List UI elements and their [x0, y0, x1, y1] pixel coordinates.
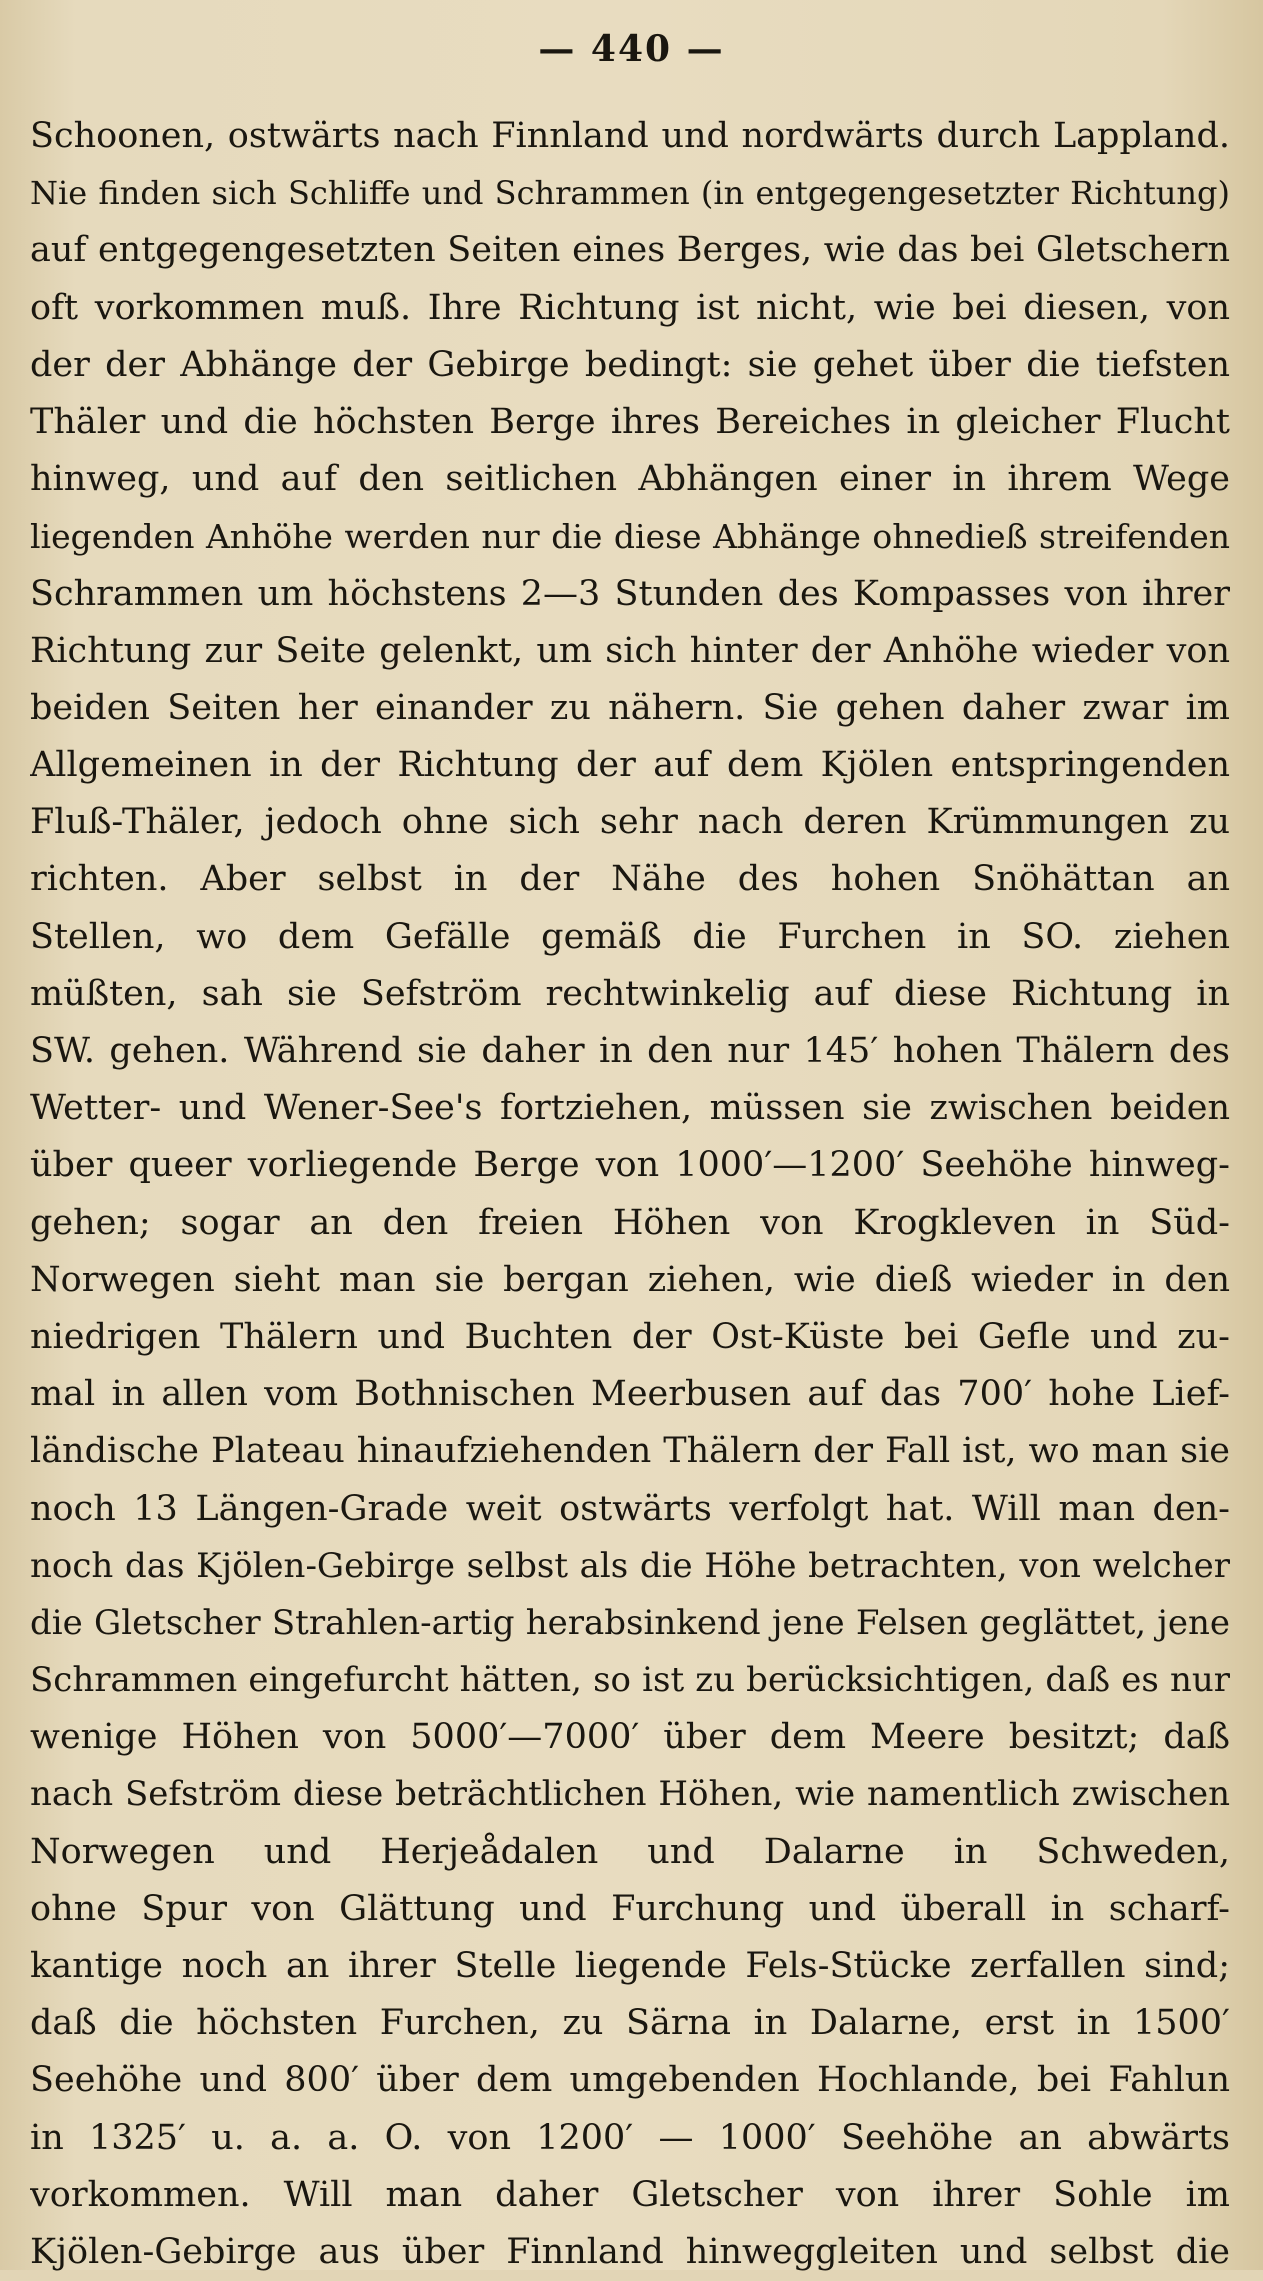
page-number: — 440 —: [538, 28, 725, 70]
text-line: mal in allen vom Bothnischen Meerbusen auf das 700′ hohe Lief-: [30, 1374, 1230, 1415]
text-line: beiden Seiten her einander zu nähern. Sie gehen daher zwar im: [30, 687, 1230, 728]
text-line: Kjölen-Gebirge aus über Finnland hinweggleiten und selbst die: [30, 2231, 1230, 2272]
text-line: liegenden Anhöhe werden nur die diese Abhänge ohnedieß streifenden: [30, 517, 1230, 557]
text-line: noch das Kjölen-Gebirge selbst als die Höhe betrachten, von welcher: [30, 1545, 1230, 1586]
text-line: Schoonen, ostwärts nach Finnland und nordwärts durch Lappland.: [30, 116, 1230, 156]
text-line: Thäler und die höchsten Berge ihres Bereiches in gleicher Flucht: [30, 401, 1230, 442]
text-line: ohne Spur von Glättung und Furchung und überall in scharf-: [30, 1888, 1230, 1929]
text-line: Schrammen um höchstens 2—3 Stunden des Kompasses von ihrer: [30, 573, 1230, 614]
text-line: vorkommen. Will man daher Gletscher von ihrer Sohle im: [30, 2174, 1230, 2215]
text-line: richten. Aber selbst in der Nähe des hohen Snöhättan an: [30, 859, 1230, 900]
text-line: nach Sefström diese beträchtlichen Höhen, wie namentlich zwischen: [30, 1774, 1230, 1815]
text-line: hinweg, und auf den seitlichen Abhängen einer in ihrem Wege: [30, 459, 1230, 500]
text-line: die Gletscher Strahlen-artig herabsinkend jene Felsen geglättet, jene: [30, 1602, 1230, 1643]
body-text: [30, 108, 1230, 2281]
text-line: daß die höchsten Furchen, zu Särna in Dalarne, erst in 1500′: [30, 2003, 1230, 2044]
text-line: Fluß-Thäler, jedoch ohne sich sehr nach deren Krümmungen zu: [30, 802, 1230, 843]
text-line: Seehöhe und 800′ über dem umgebenden Hochlande, bei Fahlun: [30, 2060, 1230, 2101]
text-line: Allgemeinen in der Richtung der auf dem Kjölen entspringenden: [30, 745, 1230, 786]
text-line: Norwegen und Herjeådalen und Dalarne in Schweden,: [30, 1831, 1230, 1872]
text-line: über queer vorliegende Berge von 1000′—1200′ Seehöhe hinweg-: [30, 1145, 1230, 1186]
text-line: der der Abhänge der Gebirge bedingt: sie gehet über die tiefsten: [30, 344, 1230, 385]
text-line: oft vorkommen muß. Ihre Richtung ist nicht, wie bei diesen, von: [30, 287, 1230, 328]
text-line: SW. gehen. Während sie daher in den nur 145′ hohen Thälern des: [30, 1031, 1230, 1071]
text-line: in 1325′ u. a. a. O. von 1200′ — 1000′ Seehöhe an abwärts: [30, 2117, 1230, 2158]
text-line: kantige noch an ihrer Stelle liegende Fels-Stücke zerfallen sind;: [30, 1946, 1230, 1986]
text-line: Stellen, wo dem Gefälle gemäß die Furchen in SO. ziehen: [30, 916, 1230, 957]
text-line: Richtung zur Seite gelenkt, um sich hinter der Anhöhe wieder von: [30, 630, 1230, 671]
text-line: niedrigen Thälern und Buchten der Ost-Küste bei Gefle und zu-: [30, 1316, 1230, 1357]
text-line: Norwegen sieht man sie bergan ziehen, wie dieß wieder in den: [30, 1259, 1230, 1300]
text-line: wenige Höhen von 5000′—7000′ über dem Meere besitzt; daß: [30, 1717, 1230, 1758]
text-line: Schrammen eingefurcht hätten, so ist zu berücksichtigen, daß es nur: [30, 1660, 1230, 1701]
text-line: ländische Plateau hinaufziehenden Thälern der Fall ist, wo man sie: [30, 1431, 1230, 1472]
text-line: müßten, sah sie Sefström rechtwinkelig auf diese Richtung in: [30, 973, 1230, 1014]
text-line: Wetter- und Wener-See's fortziehen, müssen sie zwischen beiden: [30, 1088, 1230, 1129]
text-line: gehen; sogar an den freien Höhen von Krogkleven in Süd-: [30, 1202, 1230, 1243]
text-line: Nie finden sich Schliffe und Schrammen (in entgegengesetzter Richtung): [30, 174, 1230, 213]
text-line: noch 13 Längen-Grade weit ostwärts verfolgt hat. Will man den-: [30, 1488, 1230, 1529]
text-line: auf entgegengesetzten Seiten eines Berges, wie das bei Gletschern: [30, 230, 1230, 271]
